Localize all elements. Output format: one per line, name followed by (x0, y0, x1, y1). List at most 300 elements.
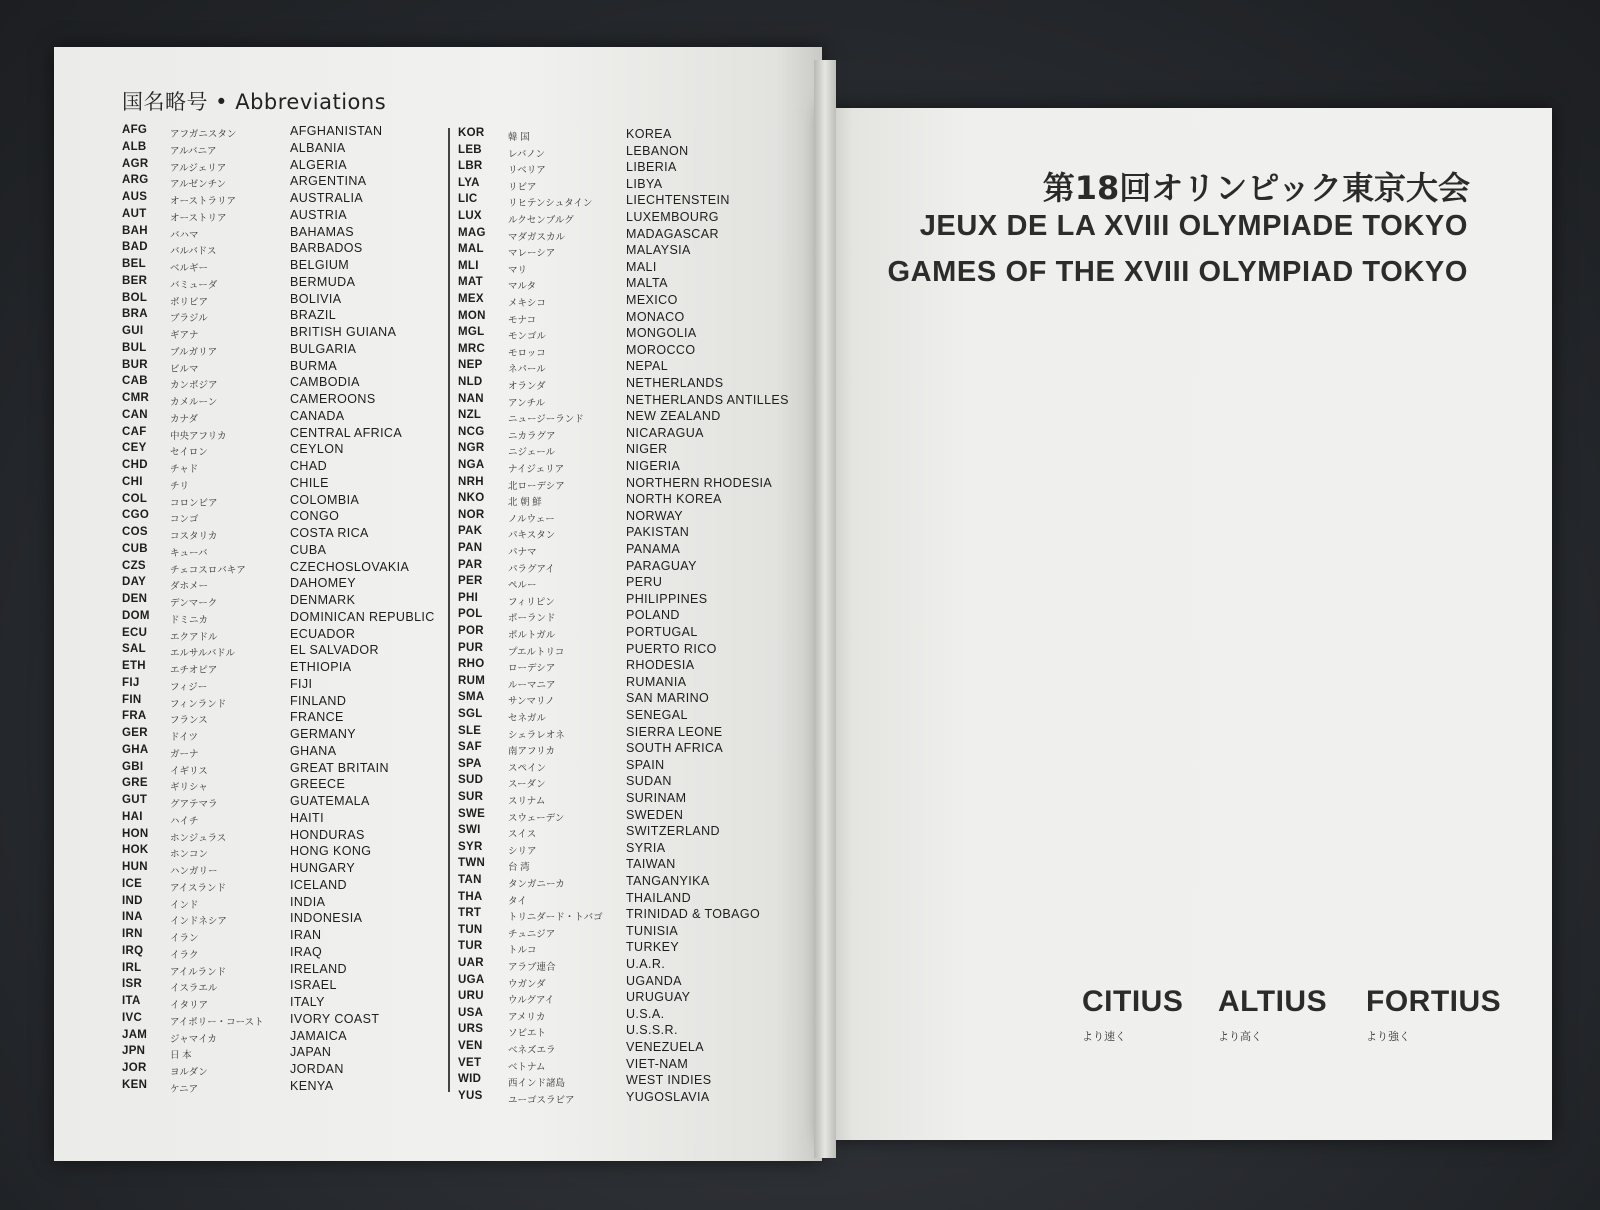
title-french: JEUX DE LA XVIII OLYMPIADE TOKYO (919, 210, 1468, 242)
country-name-japanese: シリア (508, 845, 537, 857)
abbreviation-row (458, 293, 798, 310)
country-name-japanese: 日 本 (170, 1050, 192, 1062)
country-name-japanese: アメリカ (508, 1011, 546, 1023)
abbreviation-row (458, 542, 798, 559)
abbreviation-row (122, 727, 442, 744)
country-code: VET (458, 1056, 482, 1069)
country-code: CZS (122, 559, 146, 572)
country-name-japanese: ハンガリー (170, 866, 218, 877)
abbreviation-row (122, 978, 442, 995)
country-name-japanese: サンマリノ (508, 696, 555, 708)
country-name-english: TANGANYIKA (626, 874, 710, 888)
country-code: GUI (122, 325, 144, 337)
abbreviation-row (122, 794, 442, 811)
country-code: THA (458, 890, 483, 903)
country-name-japanese: キューバ (170, 547, 208, 559)
abbreviation-row (458, 841, 798, 858)
country-name-japanese: アルバニア (170, 145, 217, 157)
country-name-english: RHODESIA (626, 658, 695, 673)
abbreviation-row (122, 694, 442, 711)
country-code: MRC (458, 342, 486, 355)
country-name-english: NETHERLANDS ANTILLES (626, 392, 789, 407)
country-code: GRE (122, 777, 148, 790)
country-name-english: INDONESIA (290, 911, 363, 926)
country-code: GER (122, 727, 148, 739)
abbreviation-row (122, 995, 442, 1012)
abbreviation-row (458, 193, 798, 210)
country-name-english: PARAGUAY (626, 558, 697, 573)
abbreviation-row (458, 426, 798, 443)
country-code: ICE (122, 877, 143, 890)
country-name-english: LIECHTENSTEIN (626, 193, 730, 208)
country-name-english: WEST INDIES (626, 1073, 712, 1088)
country-name-japanese: 北ローデシア (508, 480, 565, 492)
country-name-japanese: エチオピア (170, 665, 218, 676)
country-code: UGA (458, 973, 485, 986)
country-code: AGR (122, 157, 149, 170)
country-name-japanese: カメルーン (170, 397, 218, 408)
abbreviation-row (458, 592, 798, 609)
country-name-japanese: ドイツ (170, 732, 199, 743)
country-name-japanese: バルバドス (170, 246, 217, 258)
country-name-english: ETHIOPIA (290, 660, 352, 674)
country-name-english: SAN MARINO (626, 691, 710, 706)
country-name-english: IRELAND (290, 961, 347, 976)
country-name-japanese: アイスランド (170, 882, 227, 894)
abbreviation-row (458, 525, 798, 542)
country-name-english: SENEGAL (626, 708, 688, 722)
country-name-japanese: 韓 国 (508, 132, 530, 143)
country-name-japanese: アイルランド (170, 966, 227, 978)
country-name-english: TURKEY (626, 940, 680, 955)
country-code: IND (122, 894, 143, 907)
abbreviation-row (122, 1045, 442, 1062)
country-name-english: LUXEMBOURG (626, 210, 719, 224)
country-code: SLE (458, 724, 482, 737)
country-name-english: SPAIN (626, 757, 665, 772)
country-code: WID (458, 1073, 482, 1086)
country-code: VEN (458, 1040, 483, 1052)
country-code: CAN (122, 408, 148, 421)
country-code: SYR (458, 840, 483, 853)
country-name-japanese: カンボジア (170, 380, 218, 392)
country-name-english: MADAGASCAR (626, 226, 719, 241)
abbreviation-row (458, 144, 798, 161)
country-code: CHI (122, 475, 143, 488)
country-code: URS (458, 1023, 484, 1036)
abbreviation-row (458, 725, 798, 742)
abbreviation-row (458, 741, 798, 758)
abbreviation-row (122, 526, 442, 543)
country-name-english: INDIA (290, 894, 326, 909)
country-name-english: DENMARK (290, 593, 356, 607)
country-name-english: THAILAND (626, 890, 692, 905)
abbreviation-row (458, 658, 798, 675)
abbreviation-row (122, 342, 442, 359)
country-code: PAN (458, 542, 483, 554)
country-name-english: BULGARIA (290, 341, 357, 356)
country-code: PAK (458, 525, 483, 538)
country-name-japanese: シェラレオネ (508, 729, 565, 741)
country-name-japanese: アルゼンチン (170, 179, 227, 191)
country-code: IVC (122, 1011, 143, 1024)
country-name-english: JORDAN (290, 1062, 344, 1076)
country-code: MGL (458, 326, 485, 339)
country-code: LEB (458, 143, 482, 156)
abbreviation-row (458, 276, 798, 293)
abbreviation-row (122, 1029, 442, 1046)
country-name-english: SIERRA LEONE (626, 724, 723, 739)
country-code: HOK (122, 844, 149, 857)
country-name-japanese: パラグアイ (508, 563, 555, 575)
country-name-japanese: スイス (508, 829, 537, 841)
country-code: GUT (122, 794, 148, 806)
country-code: KEN (122, 1078, 148, 1091)
country-name-japanese: カナダ (170, 413, 199, 425)
abbreviation-row (122, 962, 442, 979)
abbreviation-row (458, 1057, 798, 1074)
country-name-japanese: ニカラグア (508, 430, 556, 442)
country-code: LUX (458, 210, 482, 222)
country-name-japanese: リビア (508, 181, 537, 193)
country-code: SAF (458, 741, 482, 754)
abbreviation-row (122, 141, 442, 158)
country-name-english: VENEZUELA (626, 1040, 704, 1054)
country-name-english: BAHAMAS (290, 224, 354, 239)
country-code: CUB (122, 542, 148, 555)
country-name-japanese: チェコスロバキア (170, 564, 246, 576)
country-name-japanese: マルタ (508, 281, 537, 293)
country-name-japanese: モナコ (508, 314, 537, 326)
country-name-english: KENYA (290, 1078, 334, 1093)
country-name-japanese: ビルマ (170, 363, 199, 375)
country-name-english: BRAZIL (290, 308, 337, 323)
country-name-english: RUMANIA (626, 674, 687, 689)
country-name-japanese: アラブ連合 (508, 962, 556, 973)
country-name-japanese: イギリス (170, 765, 208, 777)
country-name-japanese: マリ (508, 264, 528, 276)
abbreviation-row (458, 675, 798, 692)
country-name-japanese: ハイチ (170, 815, 199, 827)
country-name-japanese: スーダン (508, 779, 546, 791)
title-japanese: 第18回オリンピック東京大会 (1042, 169, 1470, 207)
country-name-english: NIGERIA (626, 459, 681, 473)
country-name-english: PUERTO RICO (626, 641, 717, 656)
country-name-english: NIGER (626, 442, 668, 457)
country-code: POR (458, 625, 484, 637)
country-name-english: CANADA (290, 408, 345, 423)
country-code: NKO (458, 492, 485, 505)
country-name-english: COLOMBIA (290, 492, 360, 507)
abbreviation-row (122, 392, 442, 409)
country-code: ISR (122, 978, 143, 991)
country-name-english: CONGO (290, 509, 340, 524)
country-code: NRH (458, 475, 484, 488)
country-code: SWI (458, 824, 481, 837)
country-name-english: CZECHOSLOVAKIA (290, 559, 410, 574)
country-name-japanese: チュニジア (508, 928, 556, 940)
country-name-japanese: ドミニカ (170, 614, 209, 626)
country-name-japanese: ソビエト (508, 1028, 547, 1040)
country-name-english: FRANCE (290, 710, 344, 725)
country-name-japanese: スペイン (508, 762, 547, 774)
country-name-english: ICELAND (290, 877, 347, 892)
abbreviation-row (122, 844, 442, 861)
abbreviation-row (458, 708, 798, 725)
country-code: LIC (458, 193, 478, 206)
abbreviation-row (122, 560, 442, 577)
country-name-english: MALI (626, 259, 657, 274)
country-name-english: GREECE (290, 777, 346, 792)
country-name-japanese: タイ (508, 895, 527, 907)
country-name-japanese: エクアドル (170, 631, 218, 643)
abbreviation-row (122, 1079, 442, 1096)
abbreviation-row (458, 625, 798, 642)
abbreviation-row (122, 593, 442, 610)
abbreviation-row (458, 1040, 798, 1057)
country-code: AFG (122, 124, 148, 136)
country-name-english: CENTRAL AFRICA (290, 425, 403, 440)
abbreviation-row (458, 691, 798, 708)
abbreviation-row (122, 677, 442, 694)
country-name-japanese: イスラエル (170, 983, 218, 995)
country-name-japanese: ニジェール (508, 447, 556, 459)
country-code: MON (458, 309, 486, 322)
abbreviation-row (458, 758, 798, 775)
country-name-english: YUGOSLAVIA (626, 1089, 710, 1104)
abbreviation-row (458, 940, 798, 957)
country-name-english: SWITZERLAND (626, 824, 720, 839)
country-code: IRQ (122, 944, 144, 957)
abbreviation-row (122, 543, 442, 560)
country-code: SUR (458, 791, 484, 803)
country-name-english: KOREA (626, 127, 672, 141)
country-code: SWE (458, 807, 486, 820)
country-name-japanese: アルジェリア (170, 162, 227, 174)
abbreviation-row (458, 260, 798, 277)
country-name-japanese: オランダ (508, 381, 546, 392)
abbreviation-row (122, 861, 442, 878)
country-name-japanese: オーストリア (170, 212, 227, 224)
country-name-english: UGANDA (626, 973, 682, 988)
country-name-japanese: ルーマニア (508, 679, 556, 691)
country-name-japanese: バミューダ (170, 279, 218, 291)
country-name-english: GUATEMALA (290, 794, 370, 808)
motto-altius-jp: より高く (1218, 1030, 1262, 1043)
abbreviation-row (458, 509, 798, 526)
country-name-english: MONACO (626, 309, 685, 324)
country-name-english: LIBYA (626, 176, 663, 191)
country-name-japanese: スリナム (508, 796, 546, 807)
abbreviations-heading: 国名略号 • Abbreviations (122, 90, 387, 114)
country-code: NAN (458, 392, 484, 405)
abbreviation-row (122, 610, 442, 627)
country-name-english: HAITI (290, 810, 324, 825)
country-name-japanese: 中央アフリカ (170, 430, 227, 442)
country-name-english: GREAT BRITAIN (290, 760, 389, 775)
country-name-japanese: フィンランド (170, 698, 227, 710)
country-name-japanese: イタリア (170, 1000, 209, 1011)
country-name-english: IRAN (290, 928, 322, 942)
motto-citius: CITIUS (1082, 985, 1184, 1018)
country-code: HAI (122, 810, 143, 823)
country-code: IRN (122, 928, 143, 940)
abbreviation-row (458, 957, 798, 974)
country-code: SAL (122, 643, 146, 656)
country-name-english: U.A.R. (626, 957, 666, 971)
abbreviation-list-right (458, 127, 798, 1106)
abbreviation-row (122, 208, 442, 225)
country-name-english: HONG KONG (290, 844, 372, 859)
country-code: TAN (458, 874, 482, 886)
country-name-japanese: 北 朝 鮮 (508, 497, 542, 509)
abbreviation-row (122, 241, 442, 258)
country-name-japanese: ケニア (170, 1083, 199, 1095)
country-code: PHI (458, 591, 479, 604)
country-name-english: TRINIDAD & TOBAGO (626, 907, 761, 922)
country-code: SPA (458, 757, 482, 770)
country-code: USA (458, 1006, 484, 1019)
country-name-japanese: ベネズエラ (508, 1045, 556, 1056)
abbreviation-row (122, 476, 442, 493)
country-name-english: FINLAND (290, 693, 347, 708)
country-name-english: NORTHERN RHODESIA (626, 475, 773, 490)
country-code: AUT (122, 207, 147, 220)
country-name-japanese: ブラジル (170, 313, 208, 325)
country-name-english: CAMBODIA (290, 375, 360, 390)
country-name-english: CEYLON (290, 442, 344, 457)
country-name-english: NETHERLANDS (626, 376, 724, 390)
country-name-english: HONDURAS (290, 827, 365, 842)
country-name-english: EL SALVADOR (290, 643, 379, 658)
country-name-english: LEBANON (626, 143, 689, 158)
abbreviation-row (122, 409, 442, 426)
country-code: BRA (122, 308, 148, 321)
country-name-english: ALGERIA (290, 157, 347, 172)
country-code: JAM (122, 1028, 148, 1041)
country-code: BOL (122, 291, 148, 304)
abbreviation-row (458, 442, 798, 459)
country-code: SUD (458, 774, 484, 787)
country-name-english: NEPAL (626, 359, 669, 374)
country-name-japanese: ペルー (508, 580, 537, 592)
abbreviation-row (458, 808, 798, 825)
country-name-japanese: トリニダード・トバゴ (508, 912, 603, 924)
abbreviation-row (122, 744, 442, 761)
abbreviation-row (122, 275, 442, 292)
country-code: FIN (122, 693, 142, 706)
country-name-english: JAPAN (290, 1045, 332, 1060)
country-name-english: PERU (626, 575, 663, 590)
country-name-japanese: コスタリカ (170, 531, 218, 542)
country-name-japanese: スウェーデン (508, 812, 565, 824)
country-name-japanese: ヨルダン (170, 1067, 208, 1078)
country-name-english: U.S.S.R. (626, 1023, 678, 1038)
country-code: ECU (122, 626, 148, 639)
country-name-english: ITALY (290, 995, 325, 1009)
country-code: NEP (458, 359, 483, 372)
abbreviation-row (458, 376, 798, 393)
abbreviation-row (122, 828, 442, 845)
country-code: JOR (122, 1062, 147, 1074)
country-name-english: MONGOLIA (626, 326, 697, 341)
country-code: URU (458, 990, 484, 1003)
country-name-japanese: パナマ (508, 547, 537, 558)
abbreviation-row (122, 811, 442, 828)
motto-altius: ALTIUS (1218, 985, 1328, 1018)
abbreviation-row (122, 643, 442, 660)
country-code: NGA (458, 459, 485, 471)
country-name-japanese: ダホメー (170, 581, 209, 593)
abbreviation-row (122, 292, 442, 309)
country-name-japanese: ギリシャ (170, 782, 208, 794)
country-name-english: BOLIVIA (290, 291, 342, 306)
country-name-japanese: ポルトガル (508, 630, 556, 641)
country-code: GHA (122, 743, 149, 756)
country-code: TWN (458, 857, 486, 870)
country-code: DAY (122, 576, 147, 589)
country-name-english: ALBANIA (290, 140, 346, 155)
country-code: AUS (122, 191, 148, 203)
country-code: NLD (458, 376, 483, 388)
country-name-japanese: バハマ (170, 229, 199, 241)
country-name-japanese: ジャマイカ (170, 1033, 217, 1045)
country-code: ALB (122, 140, 147, 153)
country-code: MLI (458, 259, 479, 272)
country-name-japanese: プエルトリコ (508, 646, 565, 658)
country-name-japanese: ウガンダ (508, 978, 546, 990)
abbreviation-row (458, 559, 798, 576)
country-name-japanese: ナイジェリア (508, 464, 565, 475)
country-code: COS (122, 526, 148, 538)
country-name-english: SUDAN (626, 774, 672, 789)
country-name-english: HUNGARY (290, 861, 356, 875)
abbreviation-row (458, 210, 798, 227)
country-code: YUS (458, 1089, 483, 1102)
country-name-japanese: レバノン (508, 148, 545, 160)
country-name-japanese: タンガニーカ (508, 879, 565, 890)
abbreviation-row (458, 924, 798, 941)
country-code: SMA (458, 691, 485, 704)
country-code: HON (122, 827, 149, 840)
country-name-english: AFGHANISTAN (290, 124, 383, 138)
abbreviation-row (122, 225, 442, 242)
country-name-japanese: イラン (170, 933, 199, 944)
country-code: JPN (122, 1045, 146, 1058)
country-name-english: JAMAICA (290, 1028, 347, 1043)
abbreviation-row (122, 509, 442, 526)
abbreviation-row (122, 761, 442, 778)
country-name-english: POLAND (626, 608, 680, 623)
country-code: MAG (458, 226, 486, 239)
country-name-english: TAIWAN (626, 857, 676, 872)
country-code: DEN (122, 593, 148, 605)
country-name-japanese: ベルギー (170, 263, 209, 274)
abbreviation-row (122, 308, 442, 325)
country-name-japanese: トルコ (508, 945, 537, 957)
country-name-english: NORTH KOREA (626, 492, 722, 507)
abbreviation-row (458, 227, 798, 244)
country-code: PUR (458, 641, 484, 654)
abbreviation-row (122, 124, 442, 141)
country-name-japanese: メキシコ (508, 298, 546, 309)
abbreviation-row (122, 576, 442, 593)
country-name-japanese: フィリピン (508, 596, 555, 608)
abbreviation-row (122, 459, 442, 476)
country-code: ITA (122, 995, 141, 1007)
abbreviation-row (458, 1090, 798, 1107)
abbreviation-row (122, 945, 442, 962)
